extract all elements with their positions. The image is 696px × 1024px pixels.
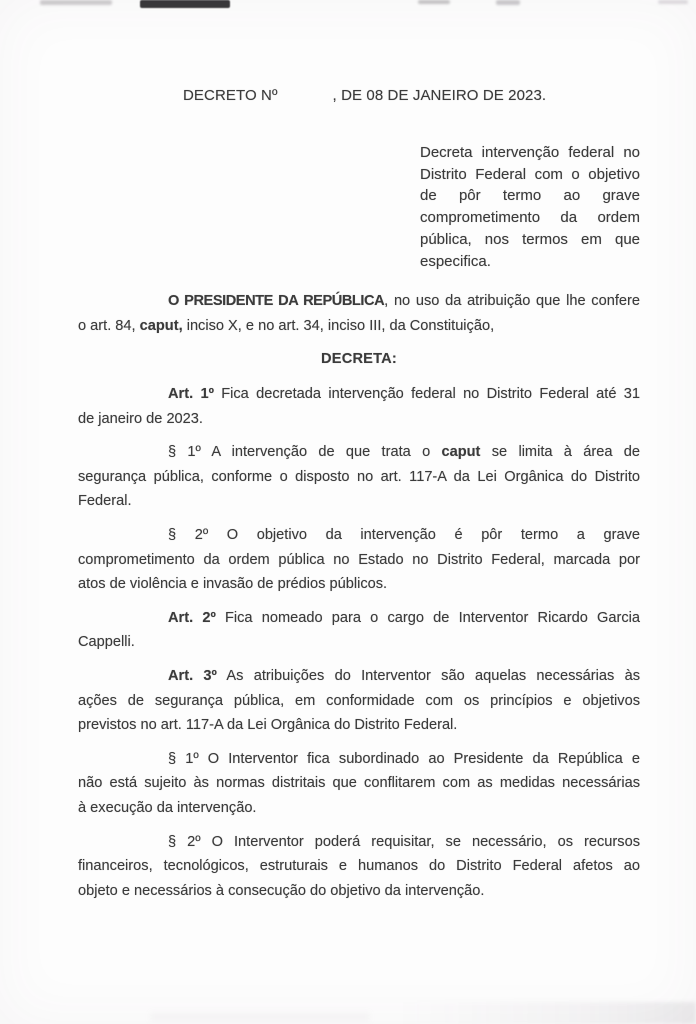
article-1-par-2-paragraph: § 2º O objetivo da intervenção é pôr termo a grave comprometimento da ordem pública no Estado no Distrito Federal, marcada por atos de violência e invasão de prédios públicos. [78, 526, 640, 593]
preamble-paragraph: O PRESIDENTE DA REPÚBLICA, no uso da atribuição que lhe confere o art. 84, caput, inciso X, e no art. 34, inciso III, da Constituição, [78, 293, 640, 334]
scan-shadow-bottom-left [150, 1012, 370, 1022]
article-2-lead: Art. 2º [168, 609, 216, 626]
scan-smudge-top-right [658, 0, 688, 4]
article-3-par-1-paragraph: § 1º O Interventor fica subordinado ao Presidente da República e não está sujeito às normas distritais que conflitarem com as medidas necessárias à execução da intervenção. [78, 750, 640, 816]
decreta-heading: DECRETA: [321, 351, 397, 368]
epigraph-line: comprometimento da ordem [420, 209, 640, 227]
epigraph-line: pública, nos termos em que [420, 230, 640, 248]
decree-epigraph [420, 142, 640, 272]
caput-bold: caput, [139, 317, 183, 334]
article-3-paragraph: Art. 3º As atribuições do Interventor são aquelas necessárias às ações de segurança pública, em conformidade com os princípios e objetivos previstos no art. 117-A da Lei Orgânica do Distrito Federal. [78, 667, 641, 734]
article-2-paragraph: Art. 2º Fica nomeado para o cargo de Interventor Ricardo Garcia Cappelli. [78, 609, 641, 651]
article-3-par-2-paragraph: § 2º O Interventor poderá requisitar, se necessário, os recursos financeiros, tecnológicos, estruturais e humanos do Distrito Federal afetos ao objeto e necessários à consecução do objetivo da intervenção. [78, 833, 640, 899]
article-1-lead: Art. 1º [168, 386, 214, 402]
scan-shadow-bottom-right [396, 1002, 696, 1024]
article-1-par-1-paragraph: § 1º A intervenção de que trata o caput se limita à área de segurança pública, conforme o disposto no art. 117-A da Lei Orgânica do Distrito Federal. [78, 444, 640, 510]
decree-title-line [183, 0, 640, 106]
decree-body [78, 289, 640, 903]
caput-bold: caput [441, 444, 481, 461]
decree-number-label: DECRETO Nº [183, 87, 278, 104]
document-content [78, 0, 640, 912]
epigraph-line: Decreta intervenção federal no [420, 144, 640, 161]
article-3-lead: Art. 3º [168, 667, 217, 684]
epigraph-line: especifica. [420, 252, 491, 270]
epigraph-line: de pôr termo ao grave [420, 187, 640, 205]
article-1-paragraph: Art. 1º Fica decretada intervenção federal no Distrito Federal até 31 de janeiro de 2023. [78, 386, 640, 427]
president-lead: O PRESIDENTE DA REPÚBLICA [168, 293, 385, 310]
epigraph-line: Distrito Federal com o objetivo [420, 165, 640, 183]
decree-date: , DE 08 DE JANEIRO DE 2023. [332, 87, 547, 104]
